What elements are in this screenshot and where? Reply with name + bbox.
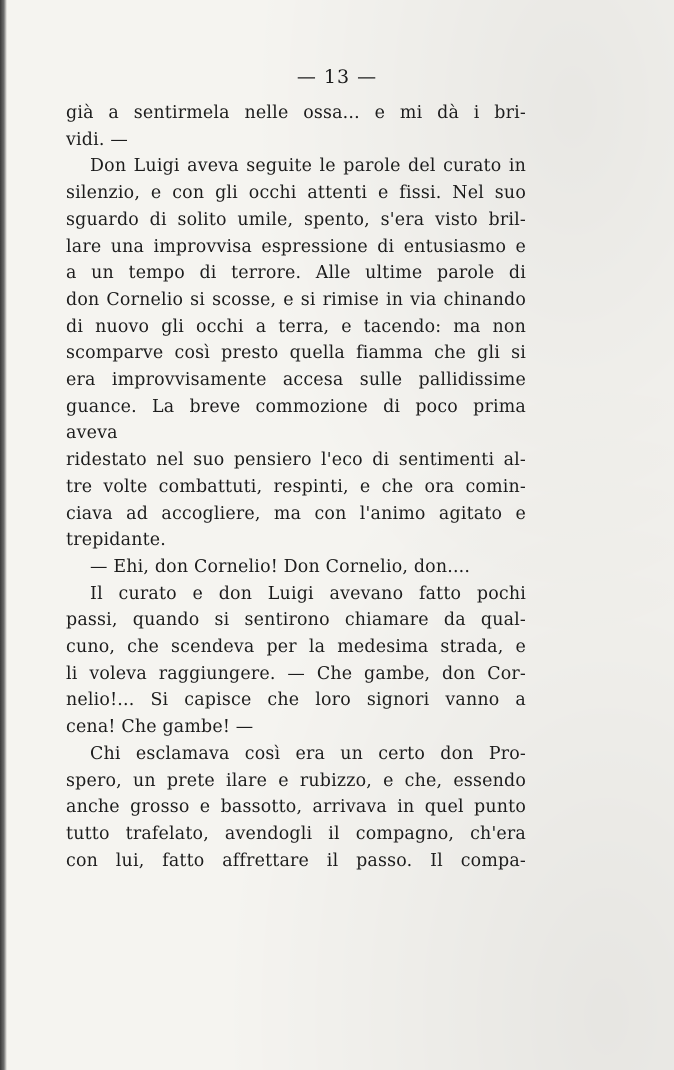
text-line: già a sentirmela nelle ossa... e mi dà i bri- <box>66 103 526 123</box>
text-line: sguardo di solito umile, spento, s'era visto bril- <box>66 209 526 230</box>
text-line: spero, un prete ilare e rubizzo, e che, essendo <box>66 770 526 791</box>
text-line: — Ehi, don Cornelio! Don Cornelio, don.... <box>90 556 471 577</box>
text-line: li voleva raggiungere. — Che gambe, don Cor- <box>66 663 526 684</box>
text-line: passi, quando si sentirono chiamare da qual- <box>66 610 526 631</box>
text-line: di nuovo gli occhi a terra, e tacendo: ma non <box>66 316 526 337</box>
text-line: trepidante. <box>66 530 166 551</box>
text-line: era improvvisamente accesa sulle pallidissime <box>66 370 526 391</box>
text-line: cena! Che gambe! — <box>66 717 254 738</box>
page-number: — 13 — <box>296 66 378 88</box>
text-line: Il curato e don Luigi avevano fatto pochi <box>90 583 526 604</box>
text-line: ridestato nel suo pensiero l'eco di sentimenti al- <box>66 450 526 471</box>
body-text <box>66 100 526 874</box>
text-line: anche grosso e bassotto, arrivava in quel punto <box>66 797 526 818</box>
text-line: Chi esclamava così era un certo don Pro- <box>90 743 526 764</box>
text-line: don Cornelio si scosse, e si rimise in via chinando <box>66 289 526 310</box>
text-line: tutto trafelato, avendogli il compagno, ch'era <box>66 823 526 844</box>
text-line: scomparve così presto quella fiamma che gli si <box>66 343 526 364</box>
text-line: nelio!... Si capisce che loro signori vanno a <box>66 690 526 711</box>
text-line: lare una improvvisa espressione di entusiasmo e <box>66 236 526 257</box>
text-line: cuno, che scendeva per la medesima strada, e <box>66 637 526 658</box>
text-line: con lui, fatto affrettare il passo. Il compa- <box>66 850 526 871</box>
text-line: guance. La breve commozione di poco prima aveva <box>66 396 526 444</box>
text-line: ciava ad accogliere, ma con l'animo agitato e <box>66 503 526 524</box>
text-line: a un tempo di terrore. Alle ultime parole di <box>66 263 526 284</box>
text-line: Don Luigi aveva seguite le parole del curato in <box>90 156 526 177</box>
text-line: vidi. — <box>66 129 128 150</box>
text-line: tre volte combattuti, respinti, e che ora comin- <box>66 476 526 497</box>
text-line: silenzio, e con gli occhi attenti e fissi. Nel suo <box>66 183 526 204</box>
page-edge-shadow <box>0 0 7 1070</box>
